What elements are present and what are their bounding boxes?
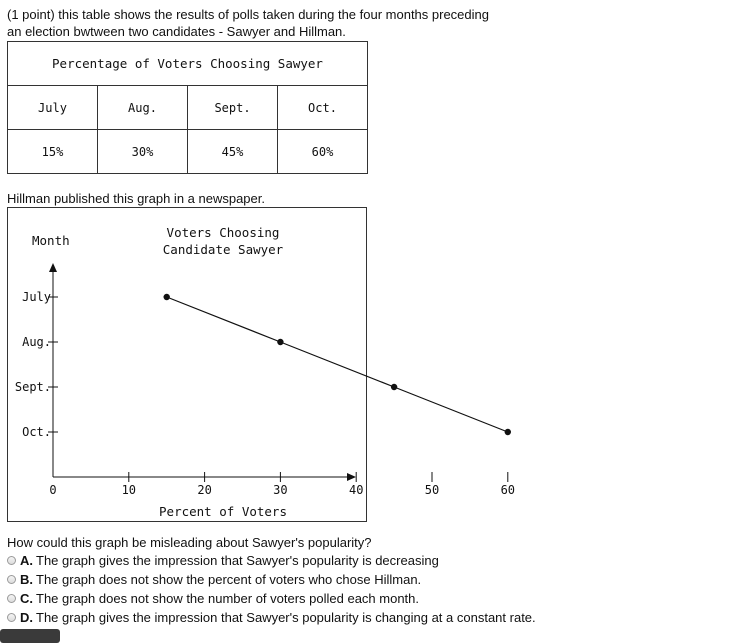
y-tick-label: Oct. xyxy=(22,425,51,439)
radio-d[interactable] xyxy=(7,613,16,622)
data-point-4 xyxy=(505,429,511,435)
option-b-letter: B. xyxy=(20,572,33,587)
x-tick-label: 10 xyxy=(121,483,137,497)
radio-c[interactable] xyxy=(7,594,16,603)
y-tick-label: Aug. xyxy=(22,335,51,349)
option-d-letter: D. xyxy=(20,610,33,625)
x-tick-label: 20 xyxy=(197,483,212,497)
problem-line-1: (1 point) this table shows the results of polls taken during the four months preceding xyxy=(7,7,489,22)
problem-line-2: an election bwtween two candidates - Sawyer and Hillman. xyxy=(7,24,346,39)
table-header-oct: Oct. xyxy=(278,86,368,130)
y-tick-label: Sept. xyxy=(14,380,51,394)
table-value-sept: 45% xyxy=(188,130,278,174)
option-b[interactable] xyxy=(7,570,421,589)
option-d[interactable] xyxy=(7,608,536,627)
option-d-text: The graph gives the impression that Sawyer's popularity is changing at a constant rate. xyxy=(36,610,536,625)
x-tick-label: 60 xyxy=(500,483,516,497)
table-header-aug: Aug. xyxy=(98,86,188,130)
data-point-2 xyxy=(277,339,283,345)
option-b-text: The graph does not show the percent of voters who chose Hillman. xyxy=(36,572,422,587)
table-header-july: July xyxy=(8,86,98,130)
problem-statement xyxy=(7,6,527,40)
table-header-row xyxy=(8,86,368,130)
newspaper-graph xyxy=(7,207,516,522)
table-header-sept: Sept. xyxy=(188,86,278,130)
line-chart xyxy=(8,208,516,521)
x-tick-label: 50 xyxy=(424,483,440,497)
x-tick-label: 40 xyxy=(348,483,364,497)
x-axis-arrow xyxy=(347,473,356,481)
data-point-1 xyxy=(164,294,170,300)
table-value-aug: 30% xyxy=(98,130,188,174)
data-point-3 xyxy=(391,384,397,390)
option-a-letter: A. xyxy=(20,553,33,568)
x-tick-label: 0 xyxy=(49,483,57,497)
x-axis-label: Percent of Voters xyxy=(159,504,287,519)
radio-b[interactable] xyxy=(7,575,16,584)
table-value-oct: 60% xyxy=(278,130,368,174)
chart-title-line-1: Voters Choosing xyxy=(166,225,280,240)
poll-table xyxy=(7,41,368,174)
table-value-row xyxy=(8,130,368,174)
y-axis-arrow xyxy=(49,263,57,272)
y-tick-label: July xyxy=(22,290,51,304)
option-a[interactable] xyxy=(7,551,439,570)
option-a-text: The graph gives the impression that Sawyer's popularity is decreasing xyxy=(36,553,439,568)
option-c[interactable] xyxy=(7,589,419,608)
table-title: Percentage of Voters Choosing Sawyer xyxy=(8,42,368,86)
graph-caption: Hillman published this graph in a newspaper. xyxy=(7,191,265,206)
question-text: How could this graph be misleading about Sawyer's popularity? xyxy=(7,535,372,550)
option-c-text: The graph does not show the number of voters polled each month. xyxy=(36,591,420,606)
submit-button[interactable] xyxy=(0,629,60,643)
series-line xyxy=(167,297,508,432)
option-c-letter: C. xyxy=(20,591,33,606)
table-value-july: 15% xyxy=(8,130,98,174)
x-tick-label: 30 xyxy=(273,483,288,497)
y-axis-label: Month xyxy=(32,233,70,248)
chart-title-line-2: Candidate Sawyer xyxy=(162,242,284,257)
radio-a[interactable] xyxy=(7,556,16,565)
